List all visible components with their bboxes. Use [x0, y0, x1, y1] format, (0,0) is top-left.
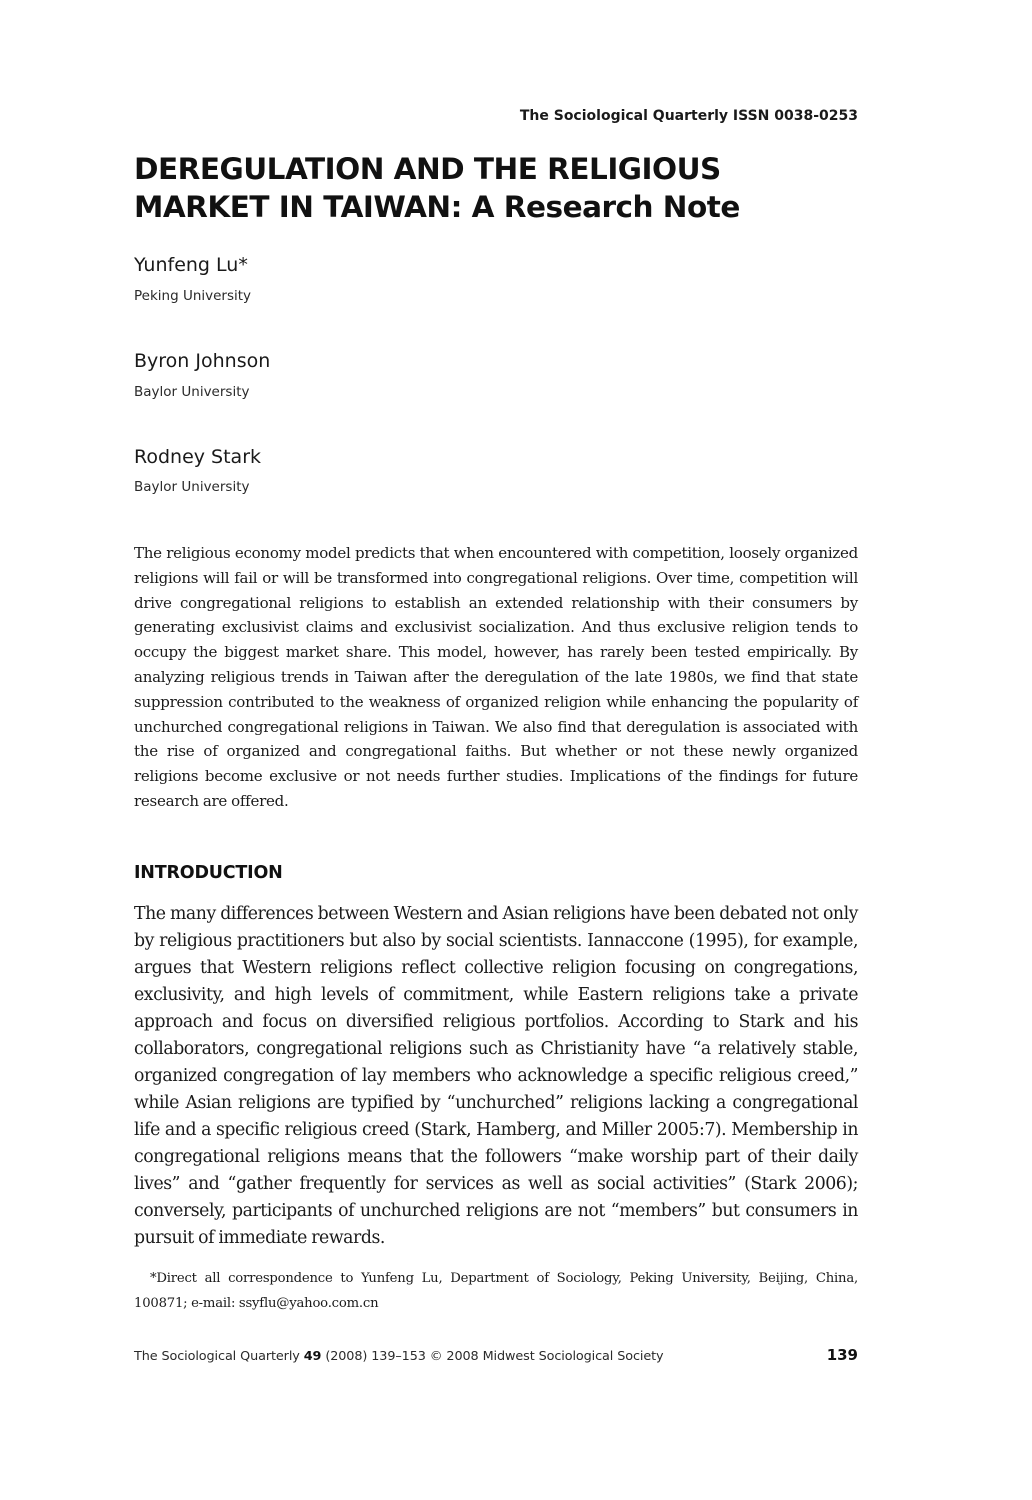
footer-journal-name: The Sociological Quarterly — [134, 1349, 304, 1364]
journal-issn-header: The Sociological Quarterly ISSN 0038-0253 — [519, 108, 858, 124]
article-title-line-1: DEREGULATION AND THE RELIGIOUS — [134, 152, 721, 186]
page-number: 139 — [826, 1346, 858, 1364]
author-affiliation-3: Baylor University — [134, 479, 250, 495]
footer-volume: 49 — [303, 1349, 322, 1364]
article-title — [134, 150, 858, 226]
author-name-2: Byron Johnson — [134, 350, 271, 372]
author-affiliation-1: Peking University — [134, 288, 252, 304]
correspondence-footnote: *Direct all correspondence to Yunfeng Lu, Department of Sociology, Peking University, Beijing, China, 100871; e-mail: ssyflu@yahoo.com.cn — [134, 1271, 858, 1311]
author-name-1: Yunfeng Lu* — [134, 254, 248, 276]
introduction-paragraph: The many differences between Western and Asian religions have been debated not only by religious practitioners but also by social scientists. Iannaccone (1995), for example, argues that Western religions reflect collective religion focusing on congregations, exclusivity, and high levels of commitment, while Eastern religions take a private approach and focus on diversified religious portfolios. According to Stark and his collaborators, congregational religions such as Christianity have “a relatively stable, organized congregation of lay members who acknowledge a specific religious creed,” while Asian religions are typified by “unchurched” religions lacking a congregational life and a specific religious creed (Stark, Hamberg, and Miller 2005:7). Membership in congregational religions means that the followers “make worship part of their daily lives” and “gather frequently for services as well as social activities” (Stark 2006); conversely, participants of unchurched religions are not “members” but consumers in pursuit of immediate rewards. — [134, 904, 858, 1248]
abstract-text: The religious economy model predicts that when encountered with competition, loosely organized religions will fail or will be transformed into congregational religions. Over time, competition will drive congregational religions to establish an extended relationship with their consumers by generating exclusivist claims and exclusivist socialization. And thus exclusive religion tends to occupy the biggest market share. This model, however, has rarely been tested empirically. By analyzing religious trends in Taiwan after the deregulation of the late 1980s, we find that state suppression contributed to the weakness of organized religion while enhancing the popularity of unchurched congregational religions in Taiwan. We also find that deregulation is associated with the rise of organized and congregational faiths. But whether or not these newly organized religions become exclusive or not needs further studies. Implications of the findings for future research are offered. — [134, 544, 858, 810]
author-name-3: Rodney Stark — [134, 446, 262, 468]
article-title-line-2: MARKET IN TAIWAN: A Research Note — [134, 190, 740, 224]
section-heading-introduction: INTRODUCTION — [134, 863, 283, 883]
footer-citation — [134, 1349, 664, 1364]
footer-citation-rest: (2008) 139–153 © 2008 Midwest Sociological Society — [321, 1349, 664, 1364]
author-affiliation-2: Baylor University — [134, 384, 250, 400]
